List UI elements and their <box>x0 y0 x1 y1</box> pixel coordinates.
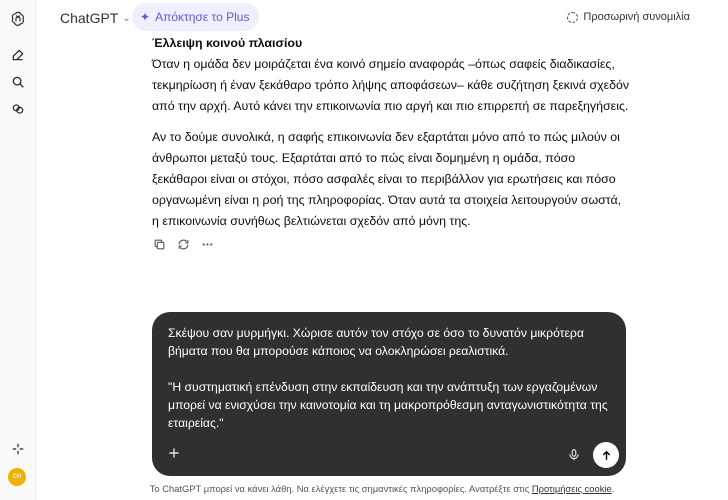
message-paragraph-1: Όταν η ομάδα δεν μοιράζεται ένα κοινό σημείο αναφοράς –όπως σαφείς διαδικασίες, τεκμηρίωση ή έναν ξεκάθαρο τρόπο λήψης αποφάσεων– κάθε συζήτηση ξεκινά σχεδόν από την αρχή. Αυτό κάνει την επικοινωνία πιο αργή και πιο επιρρεπή σε παρεξηγήσεις. <box>152 57 630 113</box>
prompt-input[interactable]: Σκέψου σαν μυρμήγκι. Χώρισε αυτόν τον στόχο σε όσο το δυνατόν μικρότερα βήματα που θα μπορούσε κάποιος να ολοκληρώσει ρεαλιστικά. "Η συστηματική επένδυση στην εκπαίδευση και την ανάπτυξη των εργαζομένων μπορεί να ενισχύσει την καινοτομία και τη μακροπρόθεσμη ανταγωνιστικότητα της εταιρείας." <box>168 326 608 430</box>
message-heading: Έλλειψη κοινού πλαισίου <box>152 36 303 50</box>
assistant-message <box>152 30 630 242</box>
new-chat-icon[interactable] <box>9 46 27 64</box>
arrow-up-icon <box>600 449 613 462</box>
sparkle-icon[interactable] <box>9 440 27 458</box>
disclaimer <box>36 483 728 494</box>
disclaimer-text: Το ChatGPT μπορεί να κάνει λάθη. Να ελέγχετε τις σημαντικές πληροφορίες. Ανατρέξτε στις <box>149 483 532 494</box>
chatgpt-logo-icon[interactable] <box>9 9 27 27</box>
add-attachment-icon[interactable] <box>166 445 182 461</box>
microphone-icon[interactable] <box>567 447 581 463</box>
temporary-chat-label: Προσωρινή συνομιλία <box>583 11 690 23</box>
search-icon[interactable] <box>9 73 27 91</box>
cookie-preferences-link[interactable]: Προτιμήσεις cookie <box>531 483 612 494</box>
message-actions <box>153 238 214 251</box>
library-icon[interactable] <box>9 100 27 118</box>
composer <box>152 312 626 476</box>
more-options-icon[interactable] <box>201 238 214 251</box>
disclaimer-end: . <box>611 483 615 494</box>
temporary-chat-button[interactable] <box>567 11 690 23</box>
get-plus-label: Απόκτησε το Plus <box>155 10 250 24</box>
temporary-chat-icon <box>567 12 578 23</box>
get-plus-button[interactable] <box>132 3 259 31</box>
regenerate-icon[interactable] <box>177 238 190 251</box>
sparkle-star-icon: ✦ <box>140 10 151 24</box>
top-header <box>36 0 728 36</box>
model-selector[interactable] <box>60 10 131 26</box>
send-button[interactable] <box>593 442 619 468</box>
message-paragraph-2: Αν το δούμε συνολικά, η σαφής επικοινωνία δεν εξαρτάται μόνο από το πώς μιλούν οι άνθρωποι μεταξύ τους. Εξαρτάται από το πώς είναι δομημένη η ομάδα, πόσο ξεκάθαροι είναι οι στόχοι, πόσο ασφαλές είναι το περιβάλλον για ερωτήσεις και πόσο οργανωμένη είναι η ροή της πληροφορίας. Όταν αυτά τα στοιχεία λειτουργούν σωστά, η επικοινωνία συνήθως βελτιώνεται σχεδόν από μόνη της. <box>152 130 622 228</box>
sidebar-rail <box>0 0 36 500</box>
brand-label: ChatGPT <box>60 10 119 26</box>
chevron-down-icon: ⌄ <box>122 13 131 24</box>
copy-icon[interactable] <box>153 238 166 251</box>
avatar[interactable]: CH <box>8 468 26 486</box>
